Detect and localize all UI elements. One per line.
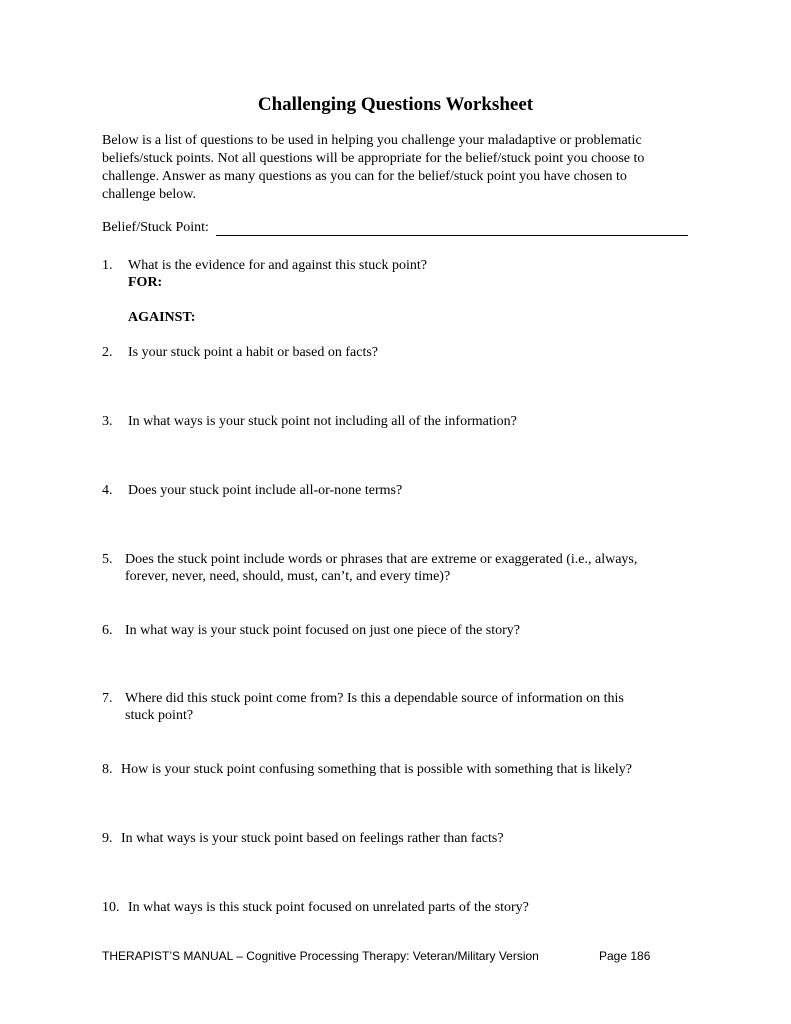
footer-manual-title: THERAPIST’S MANUAL – Cognitive Processing Therapy: Veteran/Military Version [102,949,539,963]
question-number: 4. [102,483,113,498]
question-text [125,551,637,585]
question-text [128,257,427,274]
question-number: 6. [102,623,113,638]
intro-line: beliefs/stuck points. Not all questions will be appropriate for the belief/stuck point you choose to [102,151,645,166]
page-footer [102,948,702,966]
question-number: 8. [102,762,113,777]
question-text [128,344,378,361]
question-number: 9. [102,831,113,846]
intro-paragraph [102,132,702,204]
question-line: In what way is your stuck point focused on just one piece of the story? [125,623,521,638]
question-line: Does the stuck point include words or phrases that are extreme or exaggerated (i.e., always, [125,552,638,567]
question-text [125,690,624,724]
question-number: 1. [102,258,113,273]
intro-line: challenge below. [102,187,196,202]
question-line: Is your stuck point a habit or based on facts? [128,345,378,360]
question-line: In what ways is your stuck point not including all of the information? [128,414,517,429]
question-line: In what ways is your stuck point based on feelings rather than facts? [121,831,504,846]
belief-answer-line[interactable] [216,235,688,236]
question-number: 10. [102,900,120,915]
question-text [128,482,402,499]
page-title: Challenging Questions Worksheet [257,94,534,115]
page-number: Page 186 [599,949,651,963]
question-number: 2. [102,345,113,360]
question-number: 5. [102,552,113,567]
question-line: Does your stuck point include all-or-none terms? [128,483,403,498]
question-text [128,413,517,430]
intro-line: Below is a list of questions to be used in helping you challenge your maladaptive or problematic [102,133,642,148]
for-label: FOR: [128,275,163,290]
question-line: Where did this stuck point come from? Is this a dependable source of information on this [125,691,624,706]
belief-stuck-point-label: Belief/Stuck Point: [102,220,209,235]
against-label: AGAINST: [128,310,196,325]
intro-line: challenge. Answer as many questions as you can for the belief/stuck point you have chosen to [102,169,627,184]
question-text [128,899,529,916]
question-line: How is your stuck point confusing something that is possible with something that is likely? [121,762,632,777]
question-line: stuck point? [125,708,194,723]
question-text [125,622,520,639]
question-text [121,830,504,847]
question-number: 3. [102,414,113,429]
question-line: In what ways is this stuck point focused on unrelated parts of the story? [128,900,529,915]
question-text [121,761,632,778]
belief-stuck-point-field[interactable] [102,219,688,239]
question-number: 7. [102,691,113,706]
question-line: What is the evidence for and against this stuck point? [128,258,427,273]
question-line: forever, never, need, should, must, can’t, and every time)? [125,569,451,584]
